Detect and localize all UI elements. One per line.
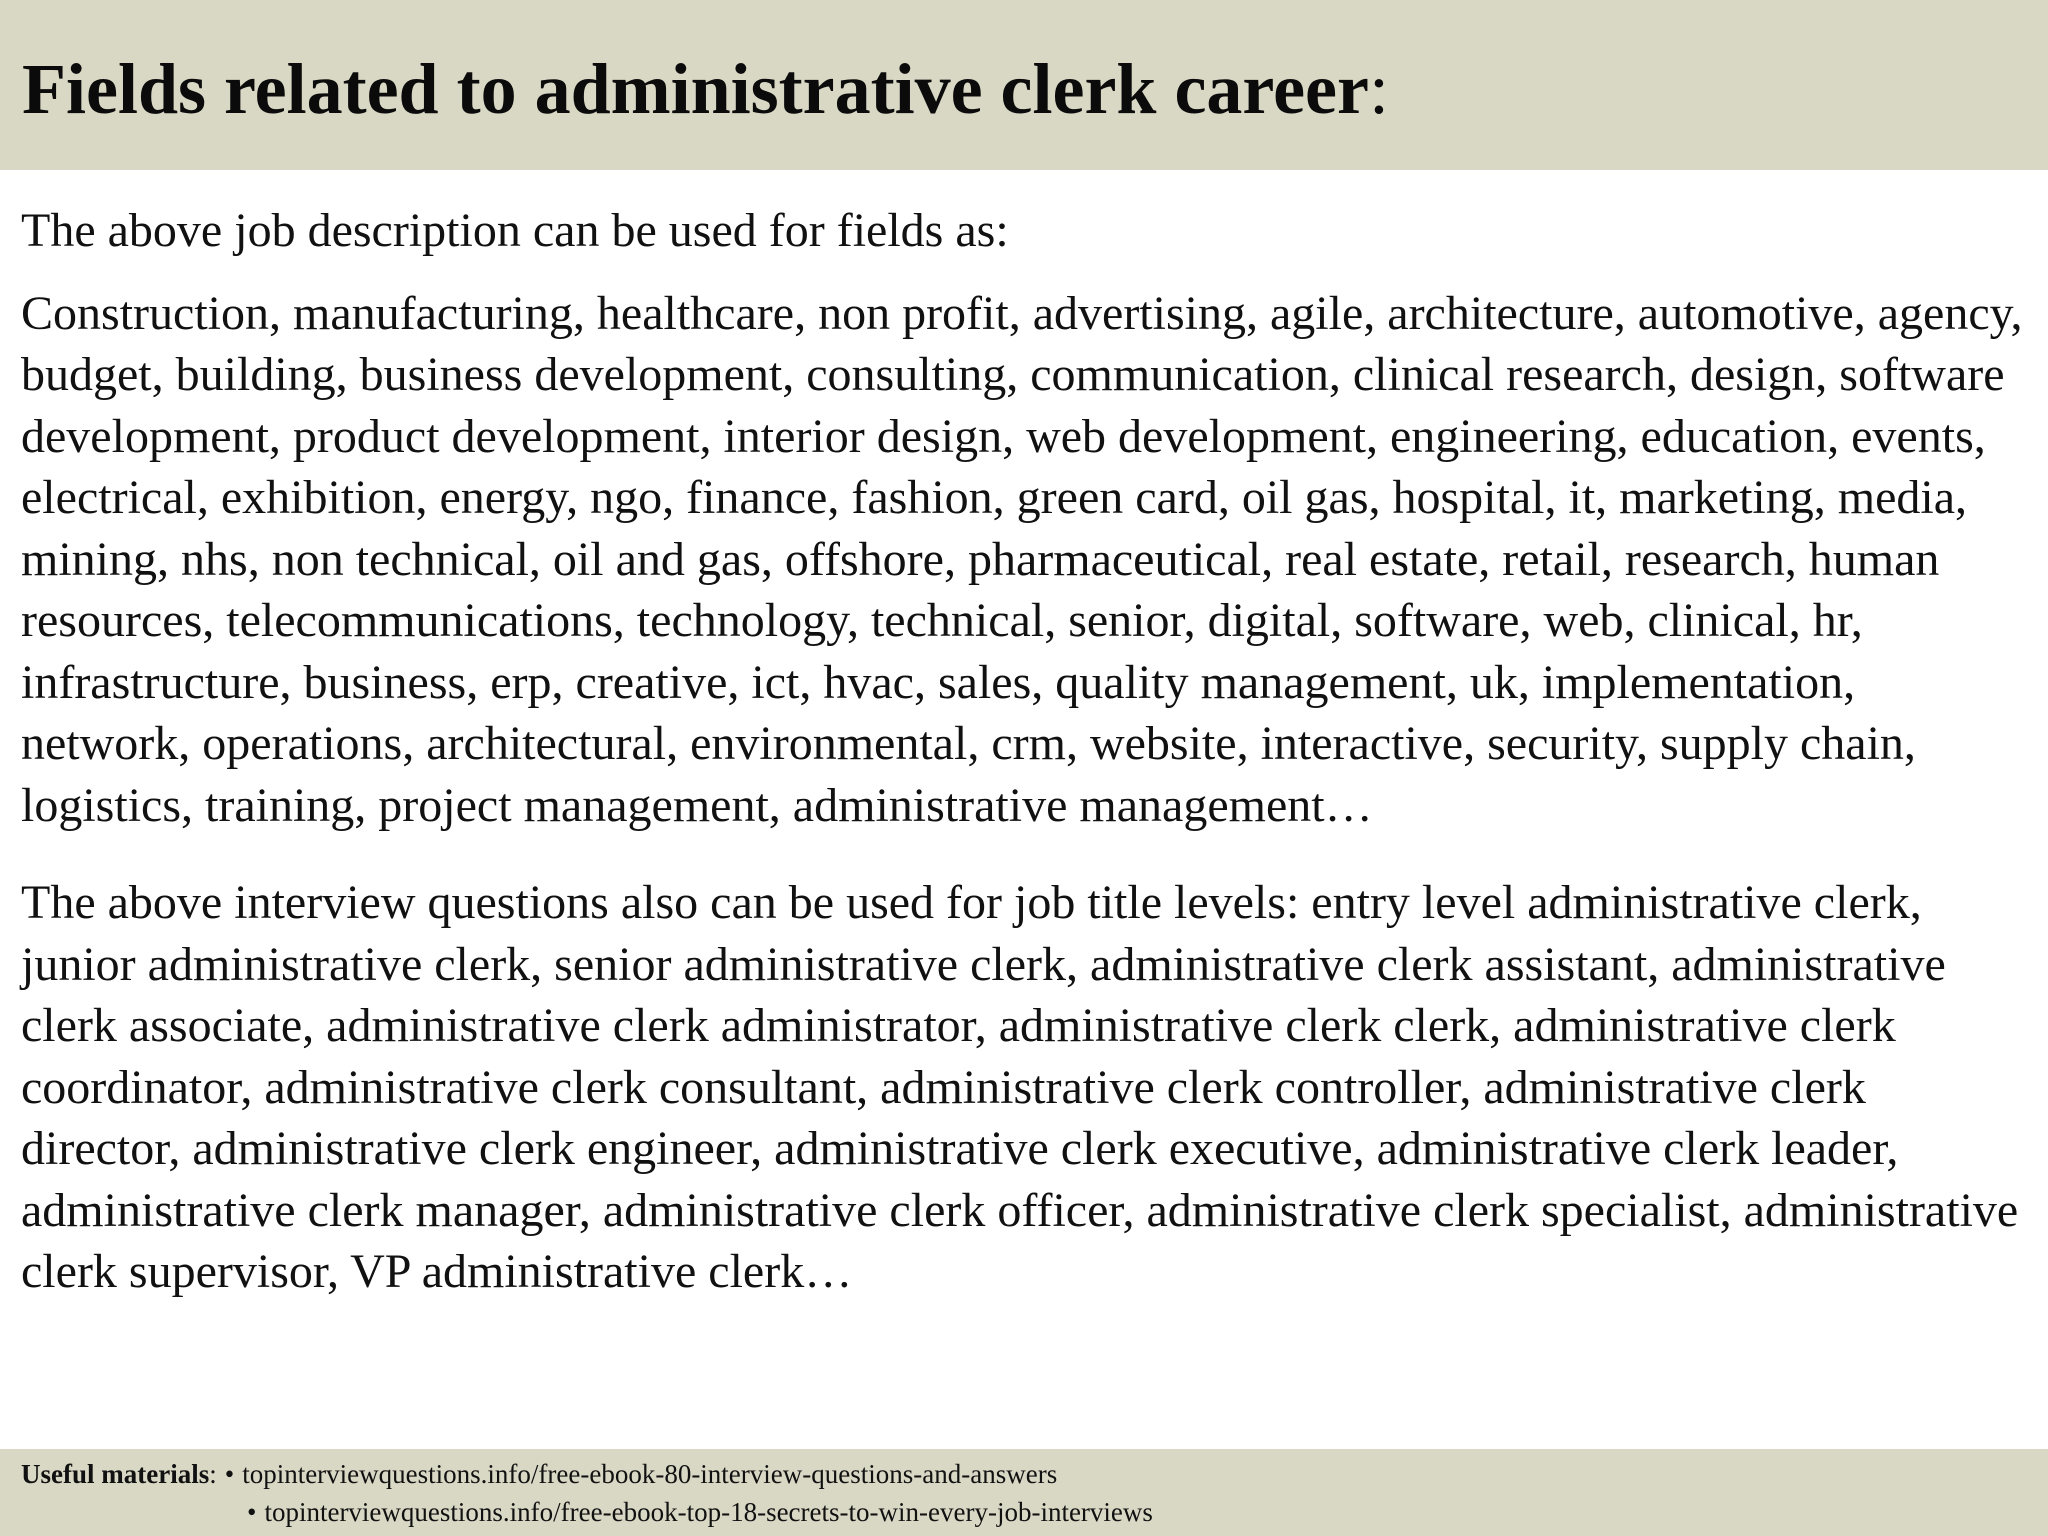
job-levels-text: The above interview questions also can be used for job title levels: entry level administrative clerk, junior administrative clerk, senior administrative clerk, administrative clerk assistant, administrative clerk associate, administrative clerk administrator, administrative clerk clerk, administrative clerk coordinator, administrative clerk consultant, administrative clerk controller, administrative clerk director, administrative clerk engineer, administrative clerk executive, administrative clerk leader, administrative clerk manager, administrative clerk officer, administrative clerk specialist, administrative clerk supervisor, VP administrative clerk… (21, 876, 2019, 1298)
bullet-icon: • (224, 1459, 235, 1489)
footer-link-ebook-80[interactable]: topinterviewquestions.info/free-ebook-80-interview-questions-and-answers (242, 1459, 1058, 1489)
footer-label: Useful materials (21, 1459, 210, 1489)
title-text: Fields related to administrative clerk career (22, 49, 1369, 129)
intro-text: The above job description can be used for fields as: (21, 204, 1009, 257)
content (21, 200, 2026, 1303)
footer-link-ebook-top-18[interactable]: topinterviewquestions.info/free-ebook-top-18-secrets-to-win-every-job-interviews (264, 1497, 1153, 1527)
footer-separator: : (209, 1459, 217, 1489)
page-title (22, 44, 1389, 134)
footer-row-2 (21, 1493, 1153, 1531)
footer-row-1 (21, 1455, 1153, 1493)
title-colon: : (1368, 49, 1389, 129)
bullet-icon: • (247, 1497, 257, 1527)
footer (21, 1455, 1153, 1531)
fields-list: Construction, manufacturing, healthcare, non profit, advertising, agile, architecture, automotive, agency, budget, building, business development, consulting, communication, clinical research, design, software development, product development, interior design, web development, engineering, education, events, electrical, exhibition, energy, ngo, finance, fashion, green card, oil gas, hospital, it, marketing, media, mining, nhs, non technical, oil and gas, offshore, pharmaceutical, real estate, retail, research, human resources, telecommunications, technology, technical, senior, digital, software, web, clinical, hr, infrastructure, business, erp, creative, ict, hvac, sales, quality management, uk, implementation, network, operations, architectural, environmental, crm, website, interactive, security, supply chain, logistics, training, project management, administrative management… (21, 286, 2023, 832)
